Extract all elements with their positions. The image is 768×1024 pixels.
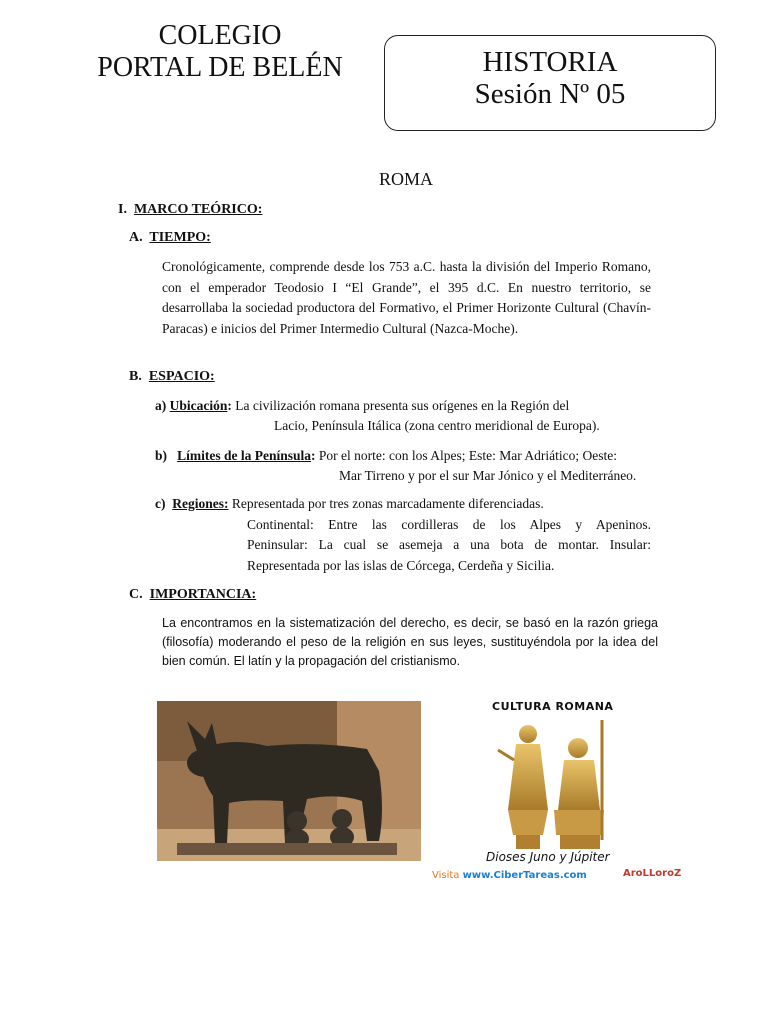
- espacio-item-limites: [155, 446, 685, 467]
- item-text-line-1: Por el norte: con los Alpes; Este: Mar Adriático; Oeste:: [318, 448, 617, 463]
- cultura-romana-image: [428, 690, 690, 886]
- item-label: Límites de la Península: [177, 448, 312, 463]
- regiones-line-4: Representada por las islas de Córcega, Cerdeña y Sicilia.: [247, 558, 555, 573]
- subsection-heading-espacio: [129, 369, 215, 385]
- item-label: Regiones:: [172, 496, 229, 511]
- item-letter: c): [155, 496, 166, 511]
- document-title: ROMA: [378, 169, 433, 189]
- subsection-letter: A.: [129, 230, 143, 245]
- item-colon: :: [311, 448, 316, 463]
- session-number: Sesión Nº 05: [474, 78, 626, 110]
- regiones-line-3: Peninsular: La cual se asemeja a una bota de montar. Insular:: [247, 537, 651, 552]
- item-colon: :: [227, 398, 232, 413]
- school-line-2: PORTAL DE BELÉN: [97, 52, 343, 83]
- section-number: I.: [118, 202, 127, 217]
- regiones-line-2: Continental: Entre las cordilleras de los Alpes y Apeninos.: [247, 517, 651, 532]
- image-title: CULTURA ROMANA: [492, 700, 614, 713]
- subject-box: [384, 35, 716, 131]
- item-label: Ubicación: [169, 398, 228, 413]
- subsection-label: IMPORTANCIA:: [149, 587, 257, 602]
- importancia-paragraph: La encontramos en la sistematización del derecho, es decir, se basó en la razón griega (filosofía) moderando el peso de la religión en sus leyes, sustituyéndola por la idea del bien común. El latín y la propagación del cristianismo.: [162, 616, 658, 668]
- subsection-letter: B.: [129, 369, 142, 384]
- image-caption: Dioses Juno y Júpiter: [486, 850, 610, 864]
- school-name: [60, 20, 380, 84]
- limites-line-2: Mar Tirreno y por el sur Mar Jónico y el Mediterráneo.: [339, 468, 637, 483]
- subsection-label: TIEMPO:: [149, 230, 211, 245]
- ubicacion-line-2: Lacio, Península Itálica (zona centro meridional de Europa).: [274, 418, 600, 433]
- image-footer: [432, 870, 587, 881]
- subsection-label: ESPACIO:: [148, 369, 215, 384]
- subsection-letter: C.: [129, 587, 143, 602]
- subject-title: HISTORIA: [482, 46, 618, 78]
- item-letter: b): [155, 448, 168, 463]
- subsection-heading-importancia: [129, 587, 256, 603]
- signature-logo: AroLLoroZ: [623, 868, 682, 879]
- visit-text: Visita: [432, 870, 460, 881]
- subsection-heading-tiempo: [129, 230, 211, 246]
- section-heading-marco: [118, 202, 262, 218]
- capitoline-wolf-photo: [157, 701, 421, 861]
- wolf-statue-illustration: [157, 701, 421, 861]
- website-link[interactable]: www.CiberTareas.com: [462, 870, 587, 881]
- espacio-item-regiones: [155, 494, 651, 515]
- item-text-line-1: La civilización romana presenta sus orígenes en la Región del: [235, 398, 570, 413]
- school-line-1: COLEGIO: [158, 20, 282, 51]
- gods-illustration: [428, 710, 690, 860]
- section-label: MARCO TEÓRICO:: [133, 202, 263, 217]
- item-letter: a): [155, 398, 167, 413]
- espacio-item-ubicacion: [155, 396, 651, 417]
- item-text-line-1: Representada por tres zonas marcadamente diferenciadas.: [231, 496, 544, 511]
- tiempo-paragraph: Cronológicamente, comprende desde los 753 a.C. hasta la división del Imperio Romano, con el emperador Teodosio I “El Grande”, el 395 d.C. En nuestro territorio, se desarrollaba la sociedad productora del Formativo, el Primer Horizonte Cultural (Chavín-Paracas) e inicios del Primer Intermedio Cultural (Nazca-Moche).: [162, 259, 651, 336]
